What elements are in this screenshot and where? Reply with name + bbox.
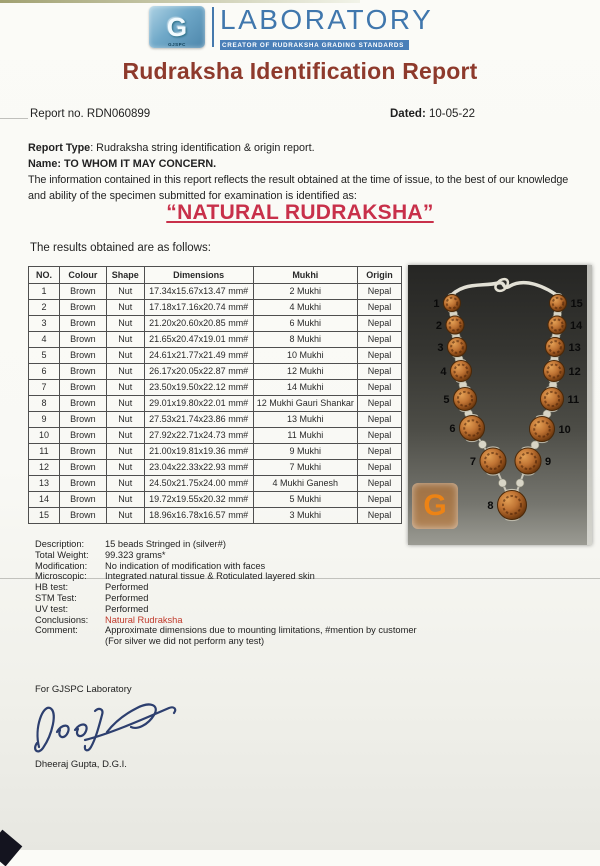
detail-value: Natural Rudraksha bbox=[105, 614, 183, 625]
table-cell: 14 bbox=[29, 492, 60, 508]
table-cell: Brown bbox=[59, 380, 106, 396]
brand-name: LABORATORY bbox=[220, 4, 434, 35]
paper-edge-top bbox=[0, 0, 360, 3]
table-cell: Nepal bbox=[358, 380, 402, 396]
brand-tagline: CREATOR OF RUDRAKSHA GRADING STANDARDS bbox=[220, 40, 409, 50]
bead-number-label: 15 bbox=[570, 298, 583, 310]
table-header-cell: Origin bbox=[358, 267, 402, 284]
table-cell: Nepal bbox=[358, 444, 402, 460]
bead-number-label: 2 bbox=[435, 320, 442, 332]
table-cell: Nepal bbox=[358, 284, 402, 300]
table-cell: Nepal bbox=[358, 364, 402, 380]
table-cell: Nut bbox=[106, 316, 144, 332]
table-row bbox=[29, 300, 402, 316]
table-cell: Nut bbox=[106, 364, 144, 380]
table-row bbox=[29, 412, 402, 428]
table-cell: Nut bbox=[106, 396, 144, 412]
table-cell: 23.50x19.50x22.12 mm# bbox=[144, 380, 253, 396]
detail-label: Comment: bbox=[35, 625, 78, 636]
table-cell: 24.50x21.75x24.00 mm# bbox=[144, 476, 253, 492]
table-cell: Nepal bbox=[358, 492, 402, 508]
table-cell: Nut bbox=[106, 284, 144, 300]
table-row bbox=[29, 428, 402, 444]
table-cell: 6 bbox=[29, 364, 60, 380]
name-label: Name: bbox=[28, 158, 62, 170]
table-row bbox=[29, 460, 402, 476]
specimen-photo bbox=[408, 265, 592, 545]
detail-row bbox=[35, 582, 465, 593]
table-cell: 10 bbox=[29, 428, 60, 444]
report-number-value: RDN060899 bbox=[86, 108, 151, 120]
table-cell: 2 bbox=[29, 300, 60, 316]
table-cell: 7 bbox=[29, 380, 60, 396]
report-number-label: Report no. bbox=[30, 108, 84, 120]
table-cell: 13 bbox=[29, 476, 60, 492]
table-cell: 1 bbox=[29, 284, 60, 300]
detail-label: STM Test: bbox=[35, 592, 77, 603]
table-cell: Nepal bbox=[358, 316, 402, 332]
table-cell: 11 Mukhi bbox=[253, 428, 358, 444]
table-cell: 12 Mukhi Gauri Shankar bbox=[253, 396, 358, 412]
table-cell: 4 bbox=[29, 332, 60, 348]
table-cell: 27.53x21.74x23.86 mm# bbox=[144, 412, 253, 428]
detail-row bbox=[35, 593, 465, 604]
table-cell: 17.18x17.16x20.74 mm# bbox=[144, 300, 253, 316]
table-cell: 21.00x19.81x19.36 mm# bbox=[144, 444, 253, 460]
table-cell: Brown bbox=[59, 300, 106, 316]
table-cell: 10 Mukhi bbox=[253, 348, 358, 364]
report-type-value: : Rudraksha string identification & origin report. bbox=[90, 142, 315, 154]
detail-label: Conclusions: bbox=[35, 614, 89, 625]
table-cell: Brown bbox=[59, 332, 106, 348]
results-table bbox=[28, 266, 402, 524]
detail-value: 15 beads Stringed in (silver#) bbox=[105, 539, 226, 549]
table-cell: 5 Mukhi bbox=[253, 492, 358, 508]
table-cell: Brown bbox=[59, 316, 106, 332]
table-row bbox=[29, 348, 402, 364]
gjspc-logo-icon bbox=[149, 6, 205, 48]
table-cell: Nepal bbox=[358, 300, 402, 316]
table-cell: Brown bbox=[59, 492, 106, 508]
table-cell: Nepal bbox=[358, 348, 402, 364]
table-cell: 12 bbox=[29, 460, 60, 476]
report-type-line bbox=[28, 140, 600, 156]
table-cell: Nepal bbox=[358, 396, 402, 412]
table-cell: Brown bbox=[59, 396, 106, 412]
table-row bbox=[29, 316, 402, 332]
detail-row bbox=[35, 571, 465, 582]
table-cell: Brown bbox=[59, 428, 106, 444]
table-cell: Nepal bbox=[358, 428, 402, 444]
detail-row bbox=[35, 550, 465, 561]
table-cell: 17.34x15.67x13.47 mm# bbox=[144, 284, 253, 300]
table-cell: 29.01x19.80x22.01 mm# bbox=[144, 396, 253, 412]
table-cell: Brown bbox=[59, 508, 106, 524]
paper-crease bbox=[0, 118, 28, 119]
table-cell: Nepal bbox=[358, 508, 402, 524]
table-cell: Nut bbox=[106, 460, 144, 476]
bead-number-label: 5 bbox=[443, 394, 450, 406]
detail-row bbox=[35, 615, 465, 626]
table-cell: Nut bbox=[106, 300, 144, 316]
table-cell: 13 Mukhi bbox=[253, 412, 358, 428]
table-row bbox=[29, 364, 402, 380]
table-cell: 2 Mukhi bbox=[253, 284, 358, 300]
table-row bbox=[29, 396, 402, 412]
table-header-cell: Dimensions bbox=[144, 267, 253, 284]
detail-row bbox=[35, 636, 465, 647]
table-cell: Brown bbox=[59, 444, 106, 460]
table-cell: 9 Mukhi bbox=[253, 444, 358, 460]
table-cell: 19.72x19.55x20.32 mm# bbox=[144, 492, 253, 508]
detail-label: Description: bbox=[35, 539, 85, 549]
table-cell: 8 bbox=[29, 396, 60, 412]
table-header-cell: Shape bbox=[106, 267, 144, 284]
table-cell: Brown bbox=[59, 364, 106, 380]
table-header-cell: Mukhi bbox=[253, 267, 358, 284]
report-type-label: Report Type bbox=[28, 142, 91, 154]
signature-block bbox=[35, 684, 255, 770]
report-date-label: Dated: bbox=[390, 108, 426, 120]
table-cell: 3 Mukhi bbox=[253, 508, 358, 524]
detail-value: (For silver we did not perform any test) bbox=[105, 636, 265, 647]
bead-number-label: 11 bbox=[567, 394, 580, 406]
name-value: TO WHOM IT MAY CONCERN. bbox=[64, 158, 217, 170]
table-cell: 23.04x22.33x22.93 mm# bbox=[144, 460, 253, 476]
logo-letter: G bbox=[166, 12, 188, 42]
logo-subtext: GJSPC bbox=[168, 42, 186, 47]
detail-value: Integrated natural tissue & Roticulated layered skin bbox=[105, 571, 315, 582]
bead-number-label: 10 bbox=[558, 424, 571, 436]
statement-line-2: and ability of the specimen submitted for examination is identified as: bbox=[28, 190, 357, 202]
bead-number-label: 9 bbox=[545, 456, 552, 468]
table-row bbox=[29, 444, 402, 460]
table-cell: Brown bbox=[59, 476, 106, 492]
table-cell: 6 Mukhi bbox=[253, 316, 358, 332]
bead-number-label: 12 bbox=[568, 366, 581, 378]
table-cell: Brown bbox=[59, 412, 106, 428]
table-cell: 26.17x20.05x22.87 mm# bbox=[144, 364, 253, 380]
bead-number-label: 3 bbox=[437, 342, 444, 354]
table-cell: Nut bbox=[106, 508, 144, 524]
table-cell: Nut bbox=[106, 412, 144, 428]
table-cell: Nepal bbox=[358, 332, 402, 348]
table-cell: 9 bbox=[29, 412, 60, 428]
bead-number-label: 6 bbox=[449, 423, 456, 435]
table-cell: 8 Mukhi bbox=[253, 332, 358, 348]
detail-label: Modification: bbox=[35, 560, 88, 571]
report-date-value: 10-05-22 bbox=[428, 108, 476, 120]
table-cell: Nepal bbox=[358, 476, 402, 492]
detail-value: Performed bbox=[105, 592, 149, 603]
table-cell: 4 Mukhi Ganesh bbox=[253, 476, 358, 492]
report-number bbox=[30, 108, 150, 120]
table-cell: 21.20x20.60x20.85 mm# bbox=[144, 316, 253, 332]
details-section bbox=[35, 539, 465, 647]
table-cell: 18.96x16.78x16.57 mm# bbox=[144, 508, 253, 524]
table-cell: Nut bbox=[106, 476, 144, 492]
table-cell: Nepal bbox=[358, 412, 402, 428]
table-cell: Nepal bbox=[358, 460, 402, 476]
bead-number-label: 1 bbox=[433, 298, 440, 310]
table-cell: Nut bbox=[106, 380, 144, 396]
logo-divider bbox=[212, 7, 214, 47]
table-cell: Nut bbox=[106, 332, 144, 348]
table-cell: Nut bbox=[106, 428, 144, 444]
detail-value: 99.323 grams* bbox=[105, 549, 166, 560]
bead-number-label: 8 bbox=[487, 500, 494, 512]
table-row bbox=[29, 284, 402, 300]
table-cell: 15 bbox=[29, 508, 60, 524]
detail-row bbox=[35, 539, 465, 550]
table-row bbox=[29, 508, 402, 524]
table-cell: 5 bbox=[29, 348, 60, 364]
verdict-text: “NATURAL RUDRAKSHA” bbox=[166, 201, 434, 224]
table-header-row bbox=[29, 267, 402, 284]
table-cell: Nut bbox=[106, 444, 144, 460]
detail-label: Microscopic: bbox=[35, 571, 87, 582]
detail-value: Performed bbox=[105, 582, 149, 593]
table-cell: Brown bbox=[59, 460, 106, 476]
bead-number-label: 7 bbox=[469, 456, 476, 468]
table-row bbox=[29, 492, 402, 508]
detail-label: Total Weight: bbox=[35, 549, 89, 560]
lab-logo bbox=[149, 6, 433, 52]
detail-label: UV test: bbox=[35, 603, 69, 614]
signature-image bbox=[27, 697, 187, 759]
signatory-name: Dheeraj Gupta, D.G.I. bbox=[35, 759, 127, 770]
logo-text bbox=[220, 6, 433, 52]
table-cell: Brown bbox=[59, 348, 106, 364]
table-cell: 14 Mukhi bbox=[253, 380, 358, 396]
detail-row bbox=[35, 625, 465, 636]
paper-corner-shadow bbox=[0, 830, 22, 866]
table-cell: 4 Mukhi bbox=[253, 300, 358, 316]
detail-value: No indication of modification with faces bbox=[105, 560, 266, 571]
table-cell: 24.61x21.77x21.49 mm# bbox=[144, 348, 253, 364]
table-header-cell: Colour bbox=[59, 267, 106, 284]
bead-number-label: 13 bbox=[568, 342, 581, 354]
report-date bbox=[390, 108, 475, 120]
statement-line-1: The information contained in this report reflects the result obtained at the time of issue, to the best of our knowledge bbox=[28, 174, 569, 186]
table-cell: Nut bbox=[106, 492, 144, 508]
intro-block bbox=[28, 140, 600, 204]
bead-number-label: 14 bbox=[570, 320, 583, 332]
watermark-logo: G bbox=[412, 483, 458, 529]
detail-row bbox=[35, 561, 465, 572]
table-row bbox=[29, 380, 402, 396]
detail-value: Performed bbox=[105, 603, 149, 614]
table-cell: 7 Mukhi bbox=[253, 460, 358, 476]
table-row bbox=[29, 332, 402, 348]
table-cell: 27.92x22.71x24.73 mm# bbox=[144, 428, 253, 444]
name-line bbox=[28, 156, 600, 172]
table-cell: Nut bbox=[106, 348, 144, 364]
results-intro: The results obtained are as follows: bbox=[30, 242, 211, 254]
table-row bbox=[29, 476, 402, 492]
table-cell: Brown bbox=[59, 284, 106, 300]
table-header-cell: NO. bbox=[29, 267, 60, 284]
table-cell: 11 bbox=[29, 444, 60, 460]
report-title: Rudraksha Identification Report bbox=[122, 58, 478, 84]
detail-value: Approximate dimensions due to mounting limitations, #mention by customer bbox=[105, 625, 417, 636]
detail-label: HB test: bbox=[35, 582, 69, 593]
bead-number-label: 4 bbox=[440, 366, 447, 378]
table-cell: 21.65x20.47x19.01 mm# bbox=[144, 332, 253, 348]
table-cell: 3 bbox=[29, 316, 60, 332]
detail-row bbox=[35, 604, 465, 615]
table-cell: 12 Mukhi bbox=[253, 364, 358, 380]
signature-for-line: For GJSPC Laboratory bbox=[35, 684, 132, 695]
